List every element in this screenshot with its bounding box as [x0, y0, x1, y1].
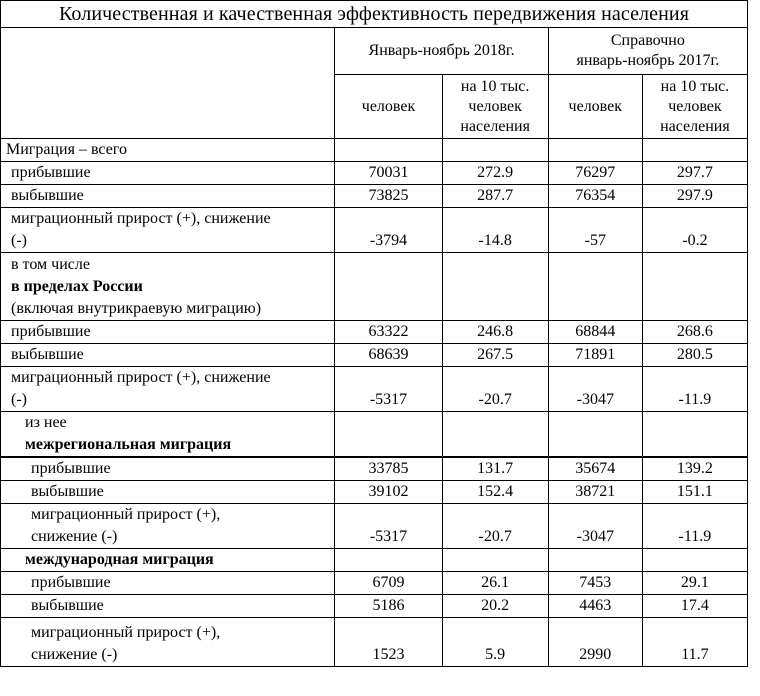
value-2018: 33785 [335, 457, 442, 481]
table-row [1, 504, 748, 549]
value-2018: 39102 [335, 481, 442, 504]
rate-2018: 26.1 [442, 572, 548, 595]
row-label: миграционный прирост (+), снижение (-) [1, 367, 335, 412]
rate-2017: -11.9 [642, 367, 747, 412]
value-2017: -3047 [548, 504, 642, 549]
table-title: Количественная и качественная эффективность передвижения населения [0, 0, 748, 27]
section-row-interregional [1, 412, 748, 458]
value-2017: 7453 [548, 572, 642, 595]
header-row-periods [1, 28, 748, 75]
value-2017: 2990 [548, 618, 642, 667]
value-2018: 6709 [335, 572, 442, 595]
section-row-russia [1, 253, 748, 321]
table-row [1, 595, 748, 618]
table-row [1, 572, 748, 595]
row-label: прибывшие [1, 162, 335, 185]
row-label: миграционный прирост (+), снижение (-) [1, 504, 335, 549]
rate-2018: 131.7 [442, 457, 548, 481]
section-row-total [1, 139, 748, 162]
rate-2018: 20.2 [442, 595, 548, 618]
rate-2017: 297.7 [642, 162, 747, 185]
header-period-2017: Справочно январь-ноябрь 2017г. [548, 28, 747, 75]
rate-2017: 11.7 [642, 618, 747, 667]
rate-2017: 29.1 [642, 572, 747, 595]
row-label: миграционный прирост (+), снижение (-) [1, 208, 335, 253]
rate-2018: 287.7 [442, 185, 548, 208]
value-2018: -5317 [335, 367, 442, 412]
row-label: миграционный прирост (+), снижение (-) [1, 618, 335, 667]
row-label: выбывшие [1, 185, 335, 208]
table-row [1, 344, 748, 367]
rate-2018: 246.8 [442, 321, 548, 344]
section-row-international [1, 549, 748, 572]
value-2017: 35674 [548, 457, 642, 481]
value-2018: 70031 [335, 162, 442, 185]
table-row [1, 208, 748, 253]
row-label: выбывшие [1, 344, 335, 367]
table-row [1, 457, 748, 481]
rate-2017: 297.9 [642, 185, 747, 208]
section-label-international: международная миграция [1, 549, 335, 572]
value-2018: 68639 [335, 344, 442, 367]
value-2017: 4463 [548, 595, 642, 618]
value-2018: 1523 [335, 618, 442, 667]
value-2017: -3047 [548, 367, 642, 412]
value-2017: 76354 [548, 185, 642, 208]
table-row [1, 481, 748, 504]
section-label-interregional: из нее межрегиональная миграция [1, 412, 335, 458]
row-label: прибывшие [1, 572, 335, 595]
header-empty-cell [1, 28, 335, 139]
rate-2017: -0.2 [642, 208, 747, 253]
migration-table [0, 27, 748, 667]
value-2017: 68844 [548, 321, 642, 344]
header-persons-2018: человек [335, 75, 442, 139]
table-row [1, 321, 748, 344]
rate-2018: 5.9 [442, 618, 548, 667]
rate-2018: 267.5 [442, 344, 548, 367]
table-row [1, 367, 748, 412]
value-2017: 38721 [548, 481, 642, 504]
rate-2018: -20.7 [442, 367, 548, 412]
value-2017: -57 [548, 208, 642, 253]
table-row [1, 162, 748, 185]
value-2017: 76297 [548, 162, 642, 185]
rate-2018: 272.9 [442, 162, 548, 185]
value-2017: 71891 [548, 344, 642, 367]
rate-2018: -14.8 [442, 208, 548, 253]
rate-2018: -20.7 [442, 504, 548, 549]
value-2018: 73825 [335, 185, 442, 208]
value-2018: 5186 [335, 595, 442, 618]
rate-2017: -11.9 [642, 504, 747, 549]
value-2018: -5317 [335, 504, 442, 549]
rate-2017: 17.4 [642, 595, 747, 618]
table-row [1, 185, 748, 208]
header-per10k-2018: на 10 тыс. человек населения [442, 75, 548, 139]
row-label: прибывшие [1, 321, 335, 344]
table-row [1, 618, 748, 667]
header-period-2018: Январь-ноябрь 2018г. [335, 28, 548, 75]
section-label-total: Миграция – всего [1, 139, 335, 162]
row-label: выбывшие [1, 595, 335, 618]
rate-2017: 280.5 [642, 344, 747, 367]
row-label: прибывшие [1, 457, 335, 481]
value-2018: 63322 [335, 321, 442, 344]
rate-2018: 152.4 [442, 481, 548, 504]
row-label: выбывшие [1, 481, 335, 504]
value-2018: -3794 [335, 208, 442, 253]
header-per10k-2017: на 10 тыс. человек населения [642, 75, 747, 139]
section-label-russia: в том числе в пределах России (включая внутрикраевую миграцию) [1, 253, 335, 321]
rate-2017: 139.2 [642, 457, 747, 481]
rate-2017: 268.6 [642, 321, 747, 344]
rate-2017: 151.1 [642, 481, 747, 504]
header-persons-2017: человек [548, 75, 642, 139]
